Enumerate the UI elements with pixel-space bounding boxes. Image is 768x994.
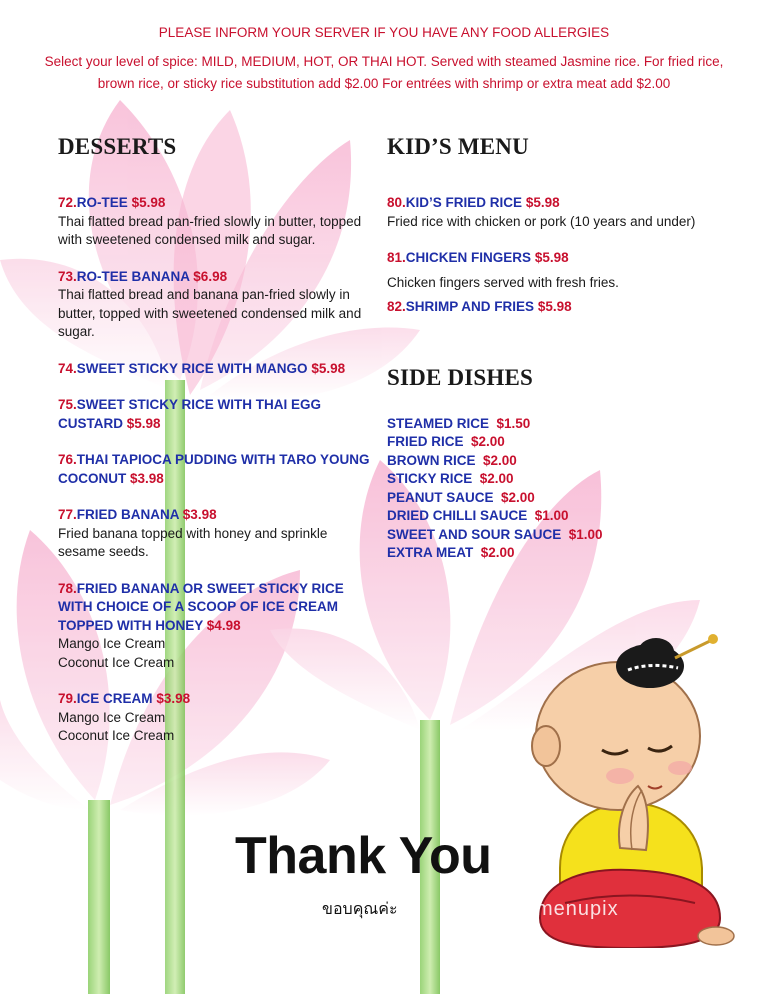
kids-menu-section [387, 130, 727, 563]
item-price: $6.98 [193, 268, 228, 284]
side-item [387, 433, 727, 452]
side-name: BROWN RICE [387, 452, 476, 468]
menu-item [58, 360, 378, 379]
item-price: $3.98 [156, 691, 191, 706]
watermark-text: menupix [536, 898, 619, 920]
item-name: ICE CREAM [76, 691, 153, 706]
item-number: 79. [58, 691, 77, 706]
item-price: $5.98 [126, 415, 161, 431]
side-item [387, 470, 727, 489]
item-option: Mango Ice Cream [58, 709, 166, 725]
menu-item [58, 690, 378, 746]
item-description: Fried banana topped with honey and sprinkle sesame seeds. [58, 525, 328, 559]
side-name: DRIED CHILLI SAUCE [387, 508, 528, 523]
menu-item [58, 506, 378, 562]
item-number: 74. [58, 360, 77, 376]
item-name: SWEET STICKY RICE WITH THAI EGG CUSTARD [58, 397, 322, 431]
spice-notice: Select your level of spice: MILD, MEDIUM, HOT, OR THAI HOT. Served with steamed Jasmine rice. For fried rice, brown rice, or sticky rice substitution add $2.00 For entrées with shrimp or extra meat add $2.00 [44, 54, 724, 91]
side-price: $1.50 [496, 415, 531, 431]
side-item [387, 415, 727, 434]
item-price: $5.98 [525, 195, 560, 210]
item-name: RO-TEE [76, 195, 128, 210]
item-description: Fried rice with chicken or pork (10 years and under) [387, 213, 696, 229]
kids-menu-heading: KID’S MENU [387, 134, 529, 159]
item-number: 80. [387, 195, 406, 210]
item-price: $5.98 [534, 250, 569, 265]
item-price: $5.98 [537, 299, 572, 314]
side-name: FRIED RICE [387, 434, 464, 449]
side-item [387, 452, 727, 471]
side-dishes-heading: SIDE DISHES [387, 364, 534, 390]
side-price: $1.00 [534, 508, 569, 523]
item-number: 76. [58, 452, 77, 467]
item-price: $4.98 [206, 617, 241, 633]
side-price: $2.00 [479, 471, 514, 486]
menu-item [387, 298, 727, 317]
side-price: $2.00 [483, 452, 517, 468]
item-number: 78. [58, 580, 77, 596]
item-name: THAI TAPIOCA PUDDING WITH TARO YOUNG COCONUT [58, 452, 370, 486]
menu-item [58, 580, 378, 673]
item-name: SWEET STICKY RICE WITH MANGO [76, 360, 308, 376]
item-option: Coconut Ice Cream [58, 728, 175, 743]
side-name: PEANUT SAUCE [387, 489, 494, 505]
menu-item [58, 451, 378, 488]
item-option: Coconut Ice Cream [58, 654, 175, 670]
item-name: FRIED BANANA OR SWEET STICKY RICE WITH CHOICE OF A SCOOP OF ICE CREAM TOPPED WITH HONEY [58, 580, 344, 633]
item-name: RO-TEE BANANA [76, 268, 190, 284]
item-number: 82. [387, 299, 406, 314]
menu-item [58, 396, 378, 433]
menu-item [387, 194, 727, 231]
thank-you-text: Thank You [235, 827, 492, 885]
desserts-heading: DESSERTS [58, 134, 177, 159]
side-item [387, 507, 727, 526]
side-name: SWEET AND SOUR SAUCE [387, 526, 562, 542]
menu-item [58, 268, 378, 342]
item-price: $5.98 [311, 360, 346, 376]
side-price: $2.00 [501, 489, 535, 505]
item-name: KID’S FRIED RICE [405, 195, 523, 210]
item-name: FRIED BANANA [76, 507, 180, 522]
item-price: $3.98 [182, 507, 217, 522]
item-description: Thai flatted bread and banana pan-fried slowly in butter, topped with sweetened condensed milk and sugar. [58, 287, 362, 339]
stem-1 [88, 800, 110, 994]
side-price: $1.00 [568, 526, 603, 542]
item-number: 72. [58, 195, 77, 210]
item-option: Mango Ice Cream [58, 636, 166, 651]
desserts-section [58, 130, 378, 746]
item-description: Chicken fingers served with fresh fries. [387, 274, 619, 290]
menu-item [387, 249, 727, 292]
allergy-notice: PLEASE INFORM YOUR SERVER IF YOU HAVE ANY FOOD ALLERGIES [158, 25, 610, 40]
side-name: STEAMED RICE [387, 415, 490, 431]
item-number: 77. [58, 507, 77, 522]
item-number: 81. [387, 250, 406, 265]
item-description: Thai flatted bread pan-fried slowly in butter, topped with sweetened condensed milk and sugar. [58, 213, 362, 247]
item-name: SHRIMP AND FRIES [405, 299, 535, 314]
item-number: 73. [58, 268, 77, 284]
item-price: $5.98 [131, 195, 166, 210]
item-price: $3.98 [130, 470, 164, 486]
side-item [387, 489, 727, 508]
side-item [387, 544, 727, 563]
item-number: 75. [58, 397, 77, 412]
thai-thank-you-text: ขอบคุณค่ะ [322, 899, 398, 918]
side-name: STICKY RICE [387, 471, 473, 486]
item-name: CHICKEN FINGERS [405, 250, 532, 265]
side-price: $2.00 [480, 545, 515, 560]
side-dishes-list [387, 415, 727, 563]
side-price: $2.00 [471, 434, 505, 449]
menu-item [58, 194, 378, 250]
side-item [387, 526, 727, 545]
side-name: EXTRA MEAT [387, 545, 474, 560]
